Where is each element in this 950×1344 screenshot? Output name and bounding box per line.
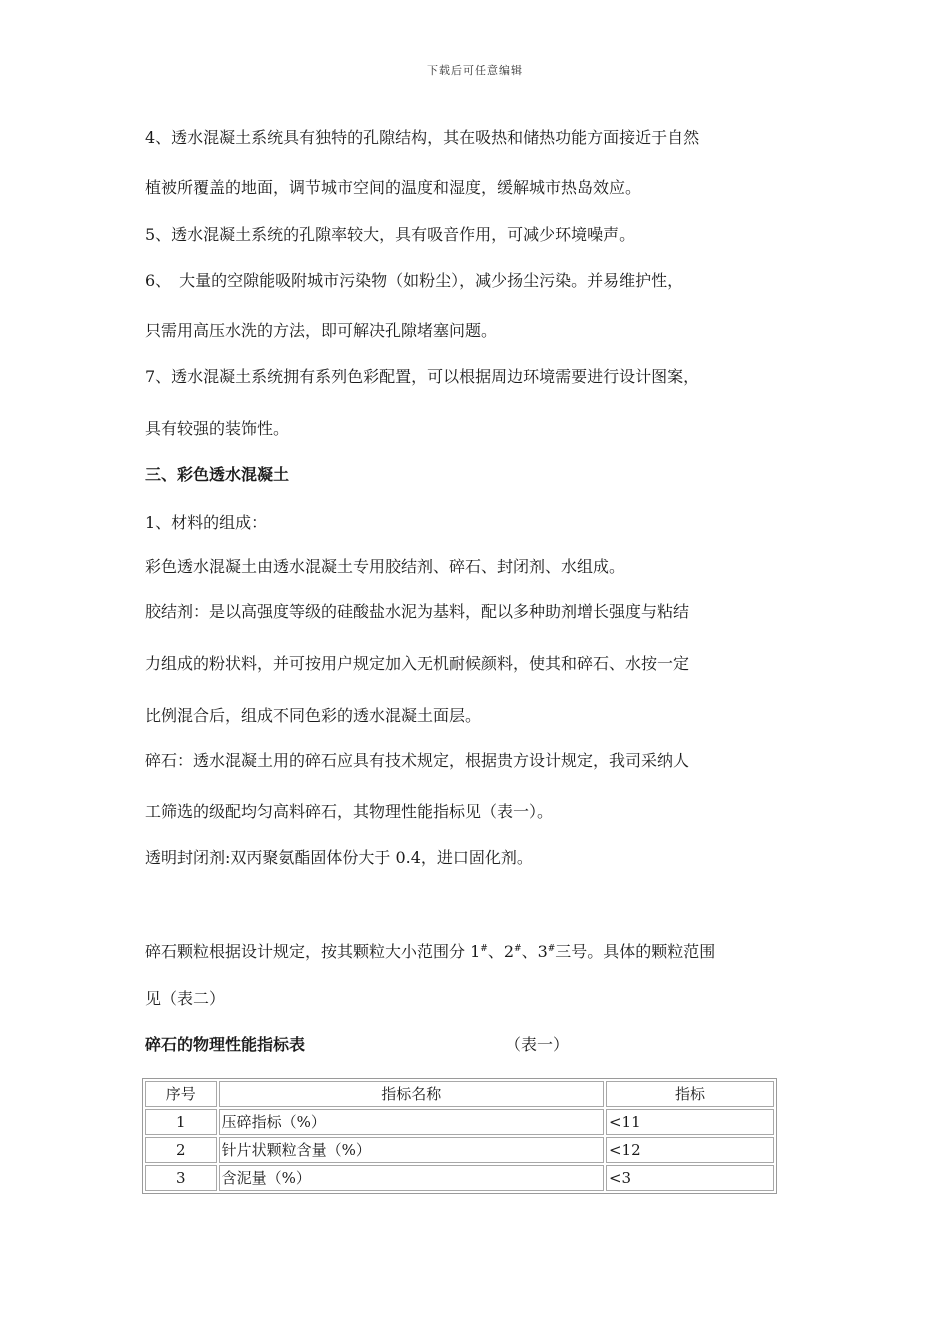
paragraph-6-line1: 6、 大量的空隙能吸附城市污染物（如粉尘），减少扬尘污染。并易维护性，: [145, 271, 684, 290]
table-row: [145, 1137, 774, 1163]
table-header-cell: 指标名称: [219, 1081, 604, 1107]
binder-line2: 力组成的粉状料，并可按用户规定加入无机耐候颜料，使其和碎石、水按一定: [145, 654, 690, 673]
page-header-watermark: 下载后可任意编辑: [427, 64, 523, 77]
paragraph-7-line2: 具有较强的装饰性。: [145, 419, 290, 438]
section-heading-3: 三、彩色透水混凝土: [145, 465, 290, 484]
physical-properties-table: [142, 1078, 777, 1194]
gravel-line1: 碎石：透水混凝土用的碎石应具有技术规定，根据贵方设计规定，我司采纳人: [145, 751, 690, 770]
table-cell-value: <11: [606, 1109, 774, 1135]
paragraph-7-line1: 7、透水混凝土系统拥有系列色彩配置，可以根据周边环境需要进行设计图案，: [145, 367, 700, 386]
table-row: [145, 1109, 774, 1135]
table-header-cell: 指标: [606, 1081, 774, 1107]
paragraph-6-line2: 只需用高压水洗的方法，即可解决孔隙堵塞问题。: [145, 321, 498, 340]
particle-size-line2: 见（表二）: [145, 989, 226, 1008]
table-cell-name: 针片状颗粒含量（%）: [219, 1137, 604, 1163]
table-cell-name: 压碎指标（%）: [219, 1109, 604, 1135]
table-cell-value: <3: [606, 1165, 774, 1191]
table-header-row: [145, 1081, 774, 1107]
materials-summary: 彩色透水混凝土由透水混凝土专用胶结剂、碎石、封闭剂、水组成。: [145, 557, 626, 576]
table-cell-name: 含泥量（%）: [219, 1165, 604, 1191]
table-cell-no: 1: [145, 1109, 217, 1135]
binder-line1: 胶结剂：是以高强度等级的硅酸盐水泥为基料，配以多种助剂增长强度与粘结: [145, 602, 690, 621]
table-cell-value: <12: [606, 1137, 774, 1163]
table-cell-no: 3: [145, 1165, 217, 1191]
table-row: [145, 1165, 774, 1191]
table-header-cell: 序号: [145, 1081, 217, 1107]
particle-size-line1: 碎石颗粒根据设计规定，按其颗粒大小范围分 1#、2#、3#三号。具体的颗粒范围: [145, 942, 716, 961]
table-cell-no: 2: [145, 1137, 217, 1163]
table1-label: （表一）: [505, 1035, 570, 1054]
paragraph-4-line1: 4、透水混凝土系统具有独特的孔隙结构，其在吸热和储热功能方面接近于自然: [145, 128, 700, 147]
paragraph-5: 5、透水混凝土系统的孔隙率较大，具有吸音作用，可减少环境噪声。: [145, 225, 636, 244]
subsection-materials: 1、材料的组成：: [145, 513, 268, 532]
table1-title: 碎石的物理性能指标表: [145, 1035, 306, 1054]
sealant-line: 透明封闭剂:双丙聚氨酯固体份大于 0.4，进口固化剂。: [145, 848, 533, 867]
paragraph-4-line2: 植被所覆盖的地面，调节城市空间的温度和湿度，缓解城市热岛效应。: [145, 178, 642, 197]
gravel-line2: 工筛选的级配均匀高料碎石，其物理性能指标见（表一）。: [145, 802, 554, 821]
binder-line3: 比例混合后，组成不同色彩的透水混凝土面层。: [145, 706, 482, 725]
